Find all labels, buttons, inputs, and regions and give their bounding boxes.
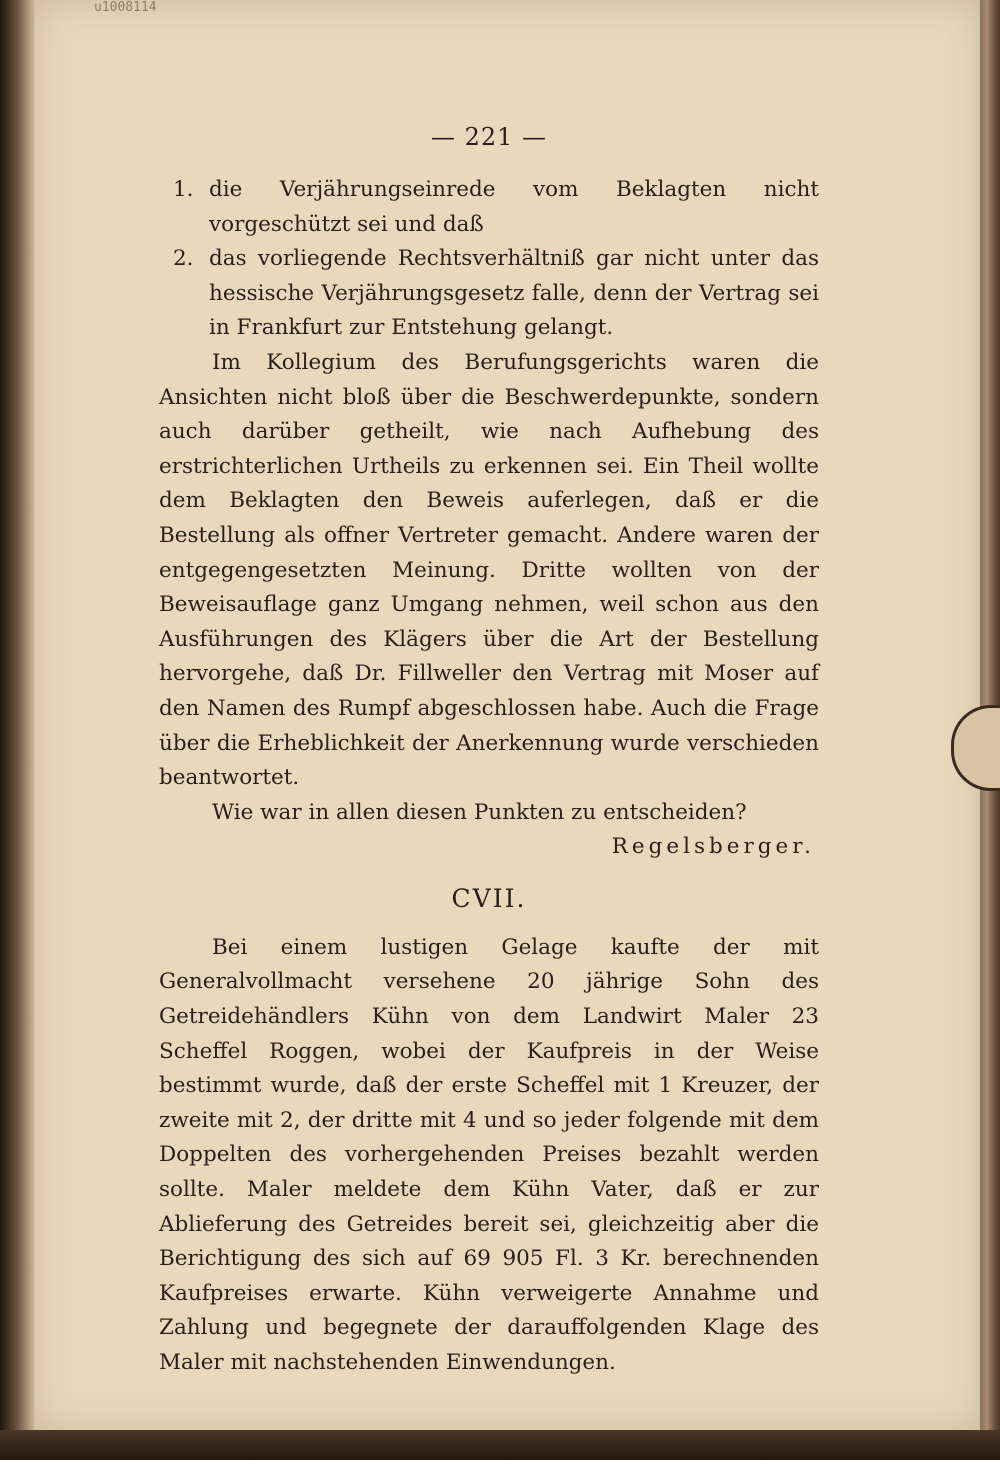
- list-item-number: 2.: [173, 246, 194, 272]
- book-spine-edge: [0, 0, 38, 1460]
- list-item: [159, 173, 819, 242]
- list-item-text: die Verjährungseinrede vom Beklagten nicht vorgeschützt sei und daß: [209, 177, 819, 237]
- archive-mark: u1008114: [94, 0, 157, 15]
- list-item-number: 1.: [173, 177, 194, 202]
- section-title: CVII.: [451, 883, 527, 913]
- paragraph: Bei einem lustigen Gelage kaufte der mit Generalvollmacht versehene 20 jährige Sohn des Getreidehändlers Kühn von dem Landwirt Maler 23 Scheffel Roggen, wobei der Kaufpreis in der Weise bestimmt wurde, daß der erste Scheffel mit 1 Kreuzer, der zweite mit 2, der dritte mit 4 und so jeder folgende mit dem Doppelten des vorhergehenden Preises bezahlt werden sollte. Maler meldete dem Kühn Vater, daß er zur Ablieferung des Getreides bereit sei, gleichzeitig aber die Berichtigung des sich auf 69 905 Fl. 3 Kr. berechnenden Kaufpreises erwarte. Kühn verweigerte Annahme und Zahlung und begegnete der darauffolgenden Klage des Maler mit nachstehenden Einwendungen.: [159, 934, 819, 1375]
- list-item-text: das vorliegende Rechtsverhältniß gar nicht unter das hessische Verjährungsgesetz falle, denn der Vertrag sei in Frankfurt zur Entstehung gelangt.: [209, 246, 819, 341]
- page-text: [159, 115, 819, 1381]
- bottom-edge: [0, 1430, 1000, 1460]
- paragraph: Im Kollegium des Berufungsgerichts waren die Ansichten nicht bloß über die Beschwerdepunkte, sondern auch darüber getheilt, wie nach Aufhebung des erstrichterlichen Urtheils zu erkennen sei. Ein Theil wollte dem Beklagten den Beweis auferlegen, daß er die Bestellung als offner Vertreter gemacht. Andere waren der entgegengesetzten Meinung. Dritte wollten von der Beweisauflage ganz Umgang nehmen, weil schon aus den Ausführungen des Klägers über die Art der Bestellung hervorgehe, daß Dr. Fillweller den Vertrag mit Moser auf den Namen des Rumpf abgeschlossen habe. Auch die Frage über die Erheblichkeit der Anerkennung wurde verschieden beantwortet.: [159, 349, 819, 791]
- author-signature: Regelsberger.: [611, 834, 815, 860]
- page-number: — 221 —: [430, 123, 548, 151]
- list-item: [159, 242, 819, 346]
- question: Wie war in allen diesen Punkten zu entscheiden?: [212, 799, 747, 825]
